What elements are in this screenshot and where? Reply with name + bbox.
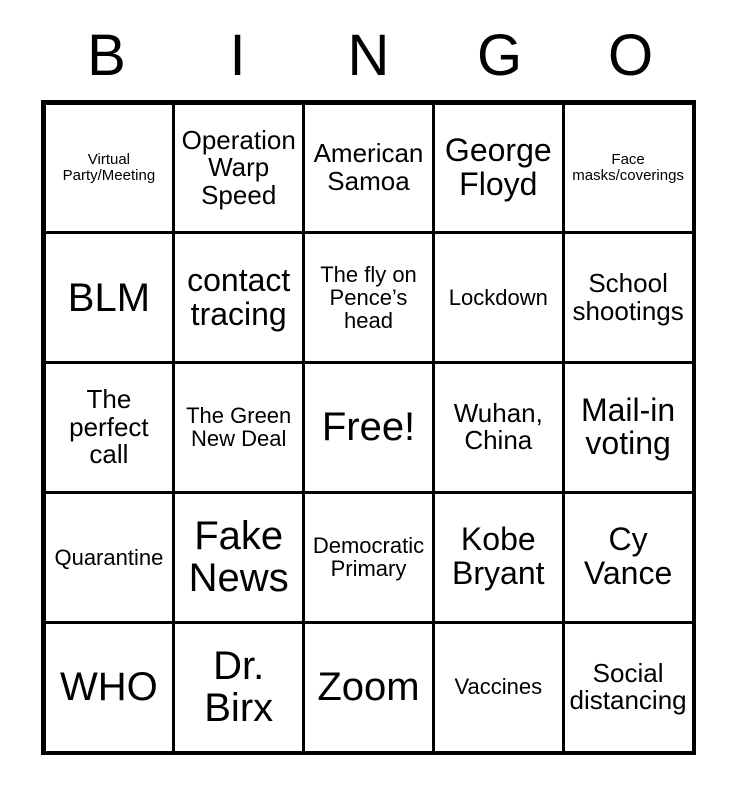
bingo-cell[interactable]	[432, 491, 565, 624]
bingo-cell-label: American Samoa	[313, 138, 424, 196]
bingo-cell[interactable]	[302, 621, 435, 754]
bingo-cell-label: Lockdown	[448, 285, 548, 311]
bingo-cell-label: Social distancing	[569, 657, 687, 716]
bingo-cell-label: The perfect call	[69, 384, 149, 470]
bingo-cell-label: WHO	[60, 664, 158, 709]
bingo-header-letter-i: I	[229, 23, 246, 88]
bingo-cell-label: Kobe Bryant	[452, 521, 545, 592]
bingo-cell[interactable]	[172, 491, 305, 624]
bingo-cell[interactable]	[43, 491, 176, 624]
bingo-cell-label: Vaccines	[454, 674, 543, 700]
bingo-cell-label: contact tracing	[187, 261, 291, 332]
bingo-cell[interactable]	[562, 102, 695, 235]
bingo-cell-label: Zoom	[317, 664, 420, 709]
bingo-grid	[41, 100, 696, 755]
bingo-header-row	[41, 23, 696, 88]
bingo-cell-label: Dr. Birx	[204, 643, 274, 731]
bingo-cell-free[interactable]	[302, 361, 435, 494]
bingo-cell-label: Mail-in voting	[580, 391, 676, 462]
bingo-cell-label: Fake News	[188, 513, 289, 601]
bingo-cell[interactable]	[172, 361, 305, 494]
bingo-header-letter-n: N	[347, 23, 390, 88]
bingo-cell-label: School shootings	[572, 268, 684, 326]
bingo-cell[interactable]	[562, 231, 695, 364]
bingo-cell[interactable]	[43, 102, 176, 235]
bingo-cell[interactable]	[172, 621, 305, 754]
bingo-cell[interactable]	[432, 102, 565, 235]
bingo-cell[interactable]	[562, 361, 695, 494]
bingo-cell-label: The Green New Deal	[186, 403, 292, 452]
bingo-header-letter-b: B	[87, 23, 126, 88]
bingo-cell-label: Face masks/coverings	[572, 151, 684, 184]
bingo-header-letter-o: O	[607, 23, 654, 88]
bingo-cell-label: Cy Vance	[583, 521, 673, 592]
bingo-cell[interactable]	[172, 102, 305, 235]
bingo-cell[interactable]	[302, 231, 435, 364]
bingo-cell-label: George Floyd	[444, 131, 552, 202]
bingo-header-letter-g: G	[476, 23, 523, 88]
bingo-cell[interactable]	[562, 491, 695, 624]
bingo-cell[interactable]	[43, 621, 176, 754]
bingo-cell-label: BLM	[67, 275, 151, 320]
bingo-cell[interactable]	[432, 231, 565, 364]
bingo-cell-label: Wuhan, China	[453, 397, 543, 456]
bingo-cell-label: Quarantine	[54, 544, 164, 570]
bingo-cell-label: Virtual Party/Meeting	[62, 151, 156, 184]
bingo-cell[interactable]	[43, 361, 176, 494]
bingo-cell-label: Operation Warp Speed	[181, 124, 296, 210]
bingo-cell[interactable]	[43, 231, 176, 364]
bingo-cell[interactable]	[302, 102, 435, 235]
bingo-cell[interactable]	[302, 491, 435, 624]
bingo-cell-label: Free!	[321, 405, 416, 450]
bingo-cell[interactable]	[432, 621, 565, 754]
bingo-cell[interactable]	[562, 621, 695, 754]
bingo-cell[interactable]	[432, 361, 565, 494]
bingo-cell-label: Democratic Primary	[312, 532, 425, 582]
bingo-cell-label: The fly on Pence’s head	[320, 261, 417, 334]
bingo-cell[interactable]	[172, 231, 305, 364]
